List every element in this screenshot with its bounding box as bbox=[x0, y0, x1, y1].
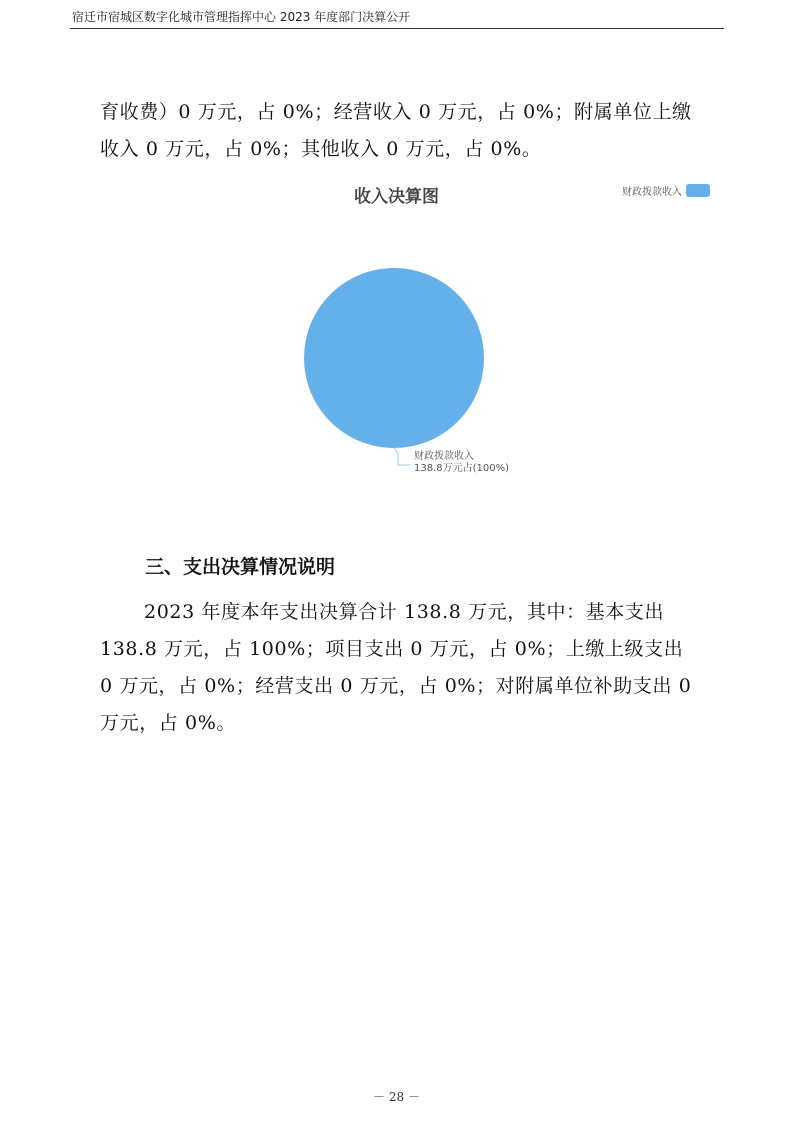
expenditure-paragraph: 2023 年度本年支出决算合计 138.8 万元，其中：基本支出 138.8 万元，占 100%；项目支出 0 万元，占 0%；上缴上级支出 0 万元，占 0%；经营支出 0 万元，占 0%；对附属单位补助支出 0 万元，占 0%。 bbox=[100, 601, 692, 734]
pie-chart bbox=[0, 0, 793, 520]
slice-label bbox=[414, 451, 509, 475]
slice-leader-line bbox=[394, 448, 410, 465]
section-heading: 三、支出决算情况说明 bbox=[145, 556, 336, 578]
slice-label-value: 138.8万元占(100%) bbox=[414, 463, 510, 474]
chart-title: 收入决算图 bbox=[354, 187, 439, 207]
legend-label: 财政拨款收入 bbox=[622, 187, 682, 198]
slice-label-name: 财政拨款收入 bbox=[414, 451, 474, 462]
page-number: － 28 － bbox=[373, 1090, 420, 1104]
income-paragraph: 育收费）0 万元，占 0%；经营收入 0 万元，占 0%；附属单位上缴收入 0 万元，占 0%；其他收入 0 万元，占 0%。 bbox=[100, 101, 692, 160]
pie-slice-0 bbox=[304, 268, 484, 448]
page-header-title: 宿迁市宿城区数字化城市管理指挥中心 2023 年度部门决算公开 bbox=[72, 10, 411, 24]
